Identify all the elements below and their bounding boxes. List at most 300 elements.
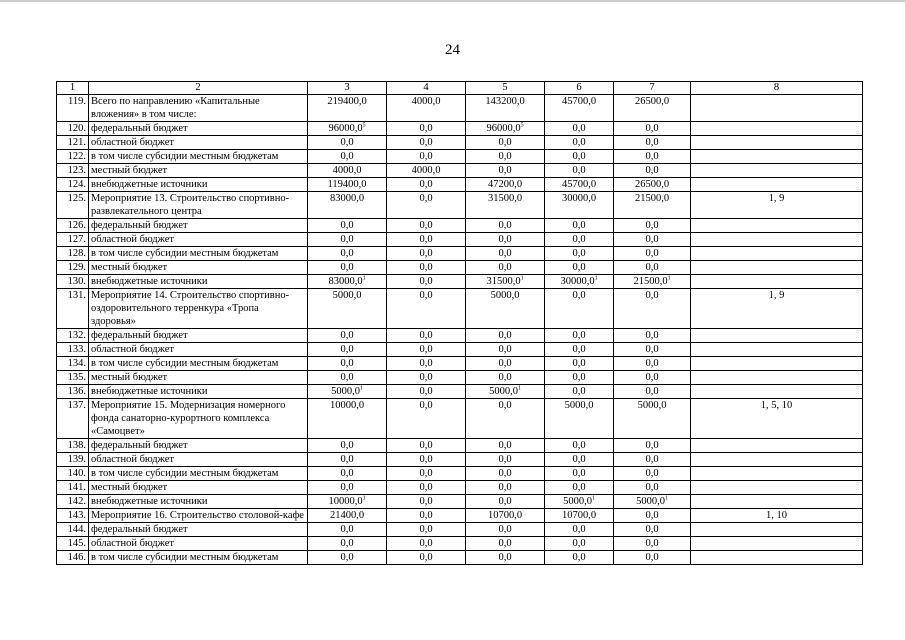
value-cell-col7 bbox=[614, 385, 691, 399]
indicator-refs bbox=[691, 247, 863, 261]
value-cell-col3 bbox=[308, 343, 387, 357]
footnote-mark: 1 bbox=[362, 495, 366, 502]
cell-value: 4000,0 bbox=[332, 165, 362, 176]
cell-value: 0,0 bbox=[498, 482, 512, 493]
cell-value: 21400,0 bbox=[329, 510, 365, 521]
table-row bbox=[57, 219, 863, 233]
cell-value: 0,0 bbox=[645, 454, 659, 465]
row-description: областной бюджет bbox=[89, 343, 308, 357]
cell-value: 0,0 bbox=[572, 123, 586, 134]
cell-value: 0,0 bbox=[419, 234, 433, 245]
cell-value: 143200,0 bbox=[485, 96, 525, 107]
cell-value: 0,0 bbox=[498, 220, 512, 231]
value-cell-col3 bbox=[308, 261, 387, 275]
value-cell-col7 bbox=[614, 495, 691, 509]
row-description: в том числе субсидии местным бюджетам bbox=[89, 467, 308, 481]
value-cell-col7 bbox=[614, 150, 691, 164]
indicator-refs bbox=[691, 467, 863, 481]
value-cell-col7 bbox=[614, 247, 691, 261]
cell-value: 0,0 bbox=[645, 344, 659, 355]
row-description: областной бюджет bbox=[89, 453, 308, 467]
indicator-refs bbox=[691, 551, 863, 565]
row-number: 123. bbox=[57, 164, 89, 178]
column-number-header: 6 bbox=[545, 82, 614, 95]
table-row bbox=[57, 523, 863, 537]
row-description: федеральный бюджет bbox=[89, 439, 308, 453]
row-description: местный бюджет bbox=[89, 261, 308, 275]
cell-value: 0,0 bbox=[419, 358, 433, 369]
cell-value: 0,0 bbox=[340, 552, 354, 563]
value-cell-col4 bbox=[387, 178, 466, 192]
value-cell-col3 bbox=[308, 357, 387, 371]
value-cell-col6 bbox=[545, 495, 614, 509]
value-cell-col7 bbox=[614, 122, 691, 136]
cell-value: 0,0 bbox=[498, 552, 512, 563]
cell-value: 0,0 bbox=[340, 344, 354, 355]
row-description: местный бюджет bbox=[89, 164, 308, 178]
cell-value: 0,0 bbox=[645, 123, 659, 134]
value-cell-col3 bbox=[308, 289, 387, 329]
value-cell-col3 bbox=[308, 136, 387, 150]
value-cell-col5 bbox=[466, 453, 545, 467]
indicator-refs bbox=[691, 385, 863, 399]
cell-value: 0,0 bbox=[340, 524, 354, 535]
cell-value: 5000,0 bbox=[564, 400, 594, 411]
indicator-refs bbox=[691, 357, 863, 371]
cell-value: 83000,0 bbox=[328, 276, 363, 287]
cell-value: 0,0 bbox=[498, 454, 512, 465]
cell-value: 0,0 bbox=[572, 262, 586, 273]
cell-value: 0,0 bbox=[419, 330, 433, 341]
indicator-refs bbox=[691, 178, 863, 192]
value-cell-col4 bbox=[387, 122, 466, 136]
cell-value: 5000,0 bbox=[563, 496, 592, 507]
column-number-header: 5 bbox=[466, 82, 545, 95]
cell-value: 5000,0 bbox=[331, 386, 360, 397]
cell-value: 0,0 bbox=[645, 290, 659, 301]
value-cell-col6 bbox=[545, 481, 614, 495]
value-cell-col6 bbox=[545, 164, 614, 178]
value-cell-col3 bbox=[308, 233, 387, 247]
row-number: 119. bbox=[57, 95, 89, 122]
table-row bbox=[57, 467, 863, 481]
cell-value: 0,0 bbox=[645, 482, 659, 493]
value-cell-col5 bbox=[466, 523, 545, 537]
cell-value: 0,0 bbox=[498, 234, 512, 245]
row-description: федеральный бюджет bbox=[89, 122, 308, 136]
cell-value: 0,0 bbox=[498, 248, 512, 259]
footnote-mark: 1 bbox=[517, 385, 521, 392]
value-cell-col6 bbox=[545, 261, 614, 275]
value-cell-col6 bbox=[545, 275, 614, 289]
value-cell-col3 bbox=[308, 551, 387, 565]
cell-value: 5000,0 bbox=[636, 496, 665, 507]
value-cell-col3 bbox=[308, 192, 387, 219]
value-cell-col4 bbox=[387, 495, 466, 509]
cell-value: 45700,0 bbox=[561, 96, 597, 107]
column-number-row bbox=[57, 82, 863, 95]
value-cell-col5 bbox=[466, 150, 545, 164]
cell-value: 10700,0 bbox=[561, 510, 597, 521]
indicator-refs bbox=[691, 219, 863, 233]
value-cell-col3 bbox=[308, 385, 387, 399]
cell-value: 0,0 bbox=[645, 552, 659, 563]
cell-value: 45700,0 bbox=[561, 179, 597, 190]
indicator-refs bbox=[691, 481, 863, 495]
cell-value: 0,0 bbox=[645, 358, 659, 369]
row-description: Мероприятие 16. Строительство столовой-кафе bbox=[89, 509, 308, 523]
footnote-mark: 1 bbox=[667, 275, 671, 282]
table-row bbox=[57, 453, 863, 467]
table-row bbox=[57, 385, 863, 399]
cell-value: 10000,0 bbox=[328, 496, 363, 507]
column-number-header: 7 bbox=[614, 82, 691, 95]
table-row bbox=[57, 95, 863, 122]
cell-value: 21500,0 bbox=[633, 276, 668, 287]
value-cell-col5 bbox=[466, 385, 545, 399]
cell-value: 0,0 bbox=[340, 440, 354, 451]
cell-value: 0,0 bbox=[340, 234, 354, 245]
table-row bbox=[57, 122, 863, 136]
value-cell-col4 bbox=[387, 439, 466, 453]
value-cell-col7 bbox=[614, 523, 691, 537]
value-cell-col3 bbox=[308, 399, 387, 439]
cell-value: 0,0 bbox=[340, 538, 354, 549]
table-row bbox=[57, 537, 863, 551]
cell-value: 0,0 bbox=[572, 220, 586, 231]
cell-value: 0,0 bbox=[645, 165, 659, 176]
value-cell-col5 bbox=[466, 329, 545, 343]
cell-value: 0,0 bbox=[340, 248, 354, 259]
row-description: в том числе субсидии местным бюджетам bbox=[89, 357, 308, 371]
indicator-refs bbox=[691, 275, 863, 289]
cell-value: 0,0 bbox=[645, 248, 659, 259]
row-number: 138. bbox=[57, 439, 89, 453]
indicator-refs bbox=[691, 136, 863, 150]
cell-value: 0,0 bbox=[572, 290, 586, 301]
cell-value: 0,0 bbox=[572, 468, 586, 479]
cell-value: 0,0 bbox=[498, 538, 512, 549]
value-cell-col3 bbox=[308, 164, 387, 178]
value-cell-col6 bbox=[545, 551, 614, 565]
value-cell-col6 bbox=[545, 399, 614, 439]
cell-value: 0,0 bbox=[419, 482, 433, 493]
cell-value: 0,0 bbox=[498, 165, 512, 176]
value-cell-col7 bbox=[614, 192, 691, 219]
cell-value: 0,0 bbox=[498, 468, 512, 479]
cell-value: 0,0 bbox=[572, 151, 586, 162]
value-cell-col3 bbox=[308, 122, 387, 136]
row-number: 143. bbox=[57, 509, 89, 523]
value-cell-col4 bbox=[387, 481, 466, 495]
row-number: 146. bbox=[57, 551, 89, 565]
row-description: Мероприятие 13. Строительство спортивно-развлекательного центра bbox=[89, 192, 308, 219]
value-cell-col5 bbox=[466, 247, 545, 261]
value-cell-col3 bbox=[308, 178, 387, 192]
cell-value: 0,0 bbox=[419, 151, 433, 162]
value-cell-col7 bbox=[614, 509, 691, 523]
value-cell-col3 bbox=[308, 537, 387, 551]
indicator-refs: 1, 9 bbox=[691, 289, 863, 329]
cell-value: 5000,0 bbox=[489, 386, 518, 397]
value-cell-col4 bbox=[387, 289, 466, 329]
cell-value: 0,0 bbox=[572, 482, 586, 493]
table-row bbox=[57, 192, 863, 219]
value-cell-col4 bbox=[387, 95, 466, 122]
cell-value: 0,0 bbox=[419, 290, 433, 301]
cell-value: 0,0 bbox=[419, 496, 433, 507]
value-cell-col4 bbox=[387, 371, 466, 385]
value-cell-col3 bbox=[308, 219, 387, 233]
value-cell-col7 bbox=[614, 261, 691, 275]
cell-value: 31500,0 bbox=[487, 193, 523, 204]
value-cell-col4 bbox=[387, 233, 466, 247]
cell-value: 0,0 bbox=[645, 372, 659, 383]
row-number: 129. bbox=[57, 261, 89, 275]
row-description: внебюджетные источники bbox=[89, 275, 308, 289]
row-description: областной бюджет bbox=[89, 136, 308, 150]
table-row bbox=[57, 371, 863, 385]
value-cell-col6 bbox=[545, 439, 614, 453]
value-cell-col4 bbox=[387, 399, 466, 439]
cell-value: 0,0 bbox=[340, 220, 354, 231]
value-cell-col6 bbox=[545, 343, 614, 357]
cell-value: 0,0 bbox=[645, 137, 659, 148]
value-cell-col4 bbox=[387, 275, 466, 289]
footnote-mark: 1 bbox=[594, 275, 598, 282]
value-cell-col4 bbox=[387, 357, 466, 371]
cell-value: 0,0 bbox=[572, 137, 586, 148]
value-cell-col6 bbox=[545, 178, 614, 192]
row-description: в том числе субсидии местным бюджетам bbox=[89, 551, 308, 565]
value-cell-col6 bbox=[545, 467, 614, 481]
value-cell-col4 bbox=[387, 219, 466, 233]
value-cell-col4 bbox=[387, 385, 466, 399]
footnote-mark: 1 bbox=[664, 495, 668, 502]
value-cell-col4 bbox=[387, 192, 466, 219]
value-cell-col3 bbox=[308, 95, 387, 122]
value-cell-col6 bbox=[545, 122, 614, 136]
indicator-refs bbox=[691, 233, 863, 247]
cell-value: 0,0 bbox=[498, 440, 512, 451]
row-number: 125. bbox=[57, 192, 89, 219]
cell-value: 0,0 bbox=[419, 468, 433, 479]
table-row bbox=[57, 261, 863, 275]
row-number: 121. bbox=[57, 136, 89, 150]
row-number: 144. bbox=[57, 523, 89, 537]
value-cell-col6 bbox=[545, 385, 614, 399]
cell-value: 5000,0 bbox=[637, 400, 667, 411]
cell-value: 0,0 bbox=[572, 165, 586, 176]
cell-value: 0,0 bbox=[498, 262, 512, 273]
row-number: 136. bbox=[57, 385, 89, 399]
indicator-refs bbox=[691, 343, 863, 357]
cell-value: 0,0 bbox=[645, 524, 659, 535]
table-row bbox=[57, 399, 863, 439]
row-description: федеральный бюджет bbox=[89, 329, 308, 343]
row-description: Всего по направлению «Капитальные вложения» в том числе: bbox=[89, 95, 308, 122]
value-cell-col6 bbox=[545, 523, 614, 537]
footnote-mark: 1 bbox=[362, 275, 366, 282]
table-row bbox=[57, 247, 863, 261]
value-cell-col5 bbox=[466, 164, 545, 178]
cell-value: 0,0 bbox=[419, 276, 433, 287]
value-cell-col6 bbox=[545, 136, 614, 150]
cell-value: 0,0 bbox=[572, 248, 586, 259]
value-cell-col7 bbox=[614, 95, 691, 122]
cell-value: 0,0 bbox=[572, 538, 586, 549]
value-cell-col3 bbox=[308, 439, 387, 453]
budget-table bbox=[56, 81, 863, 565]
table-row bbox=[57, 164, 863, 178]
cell-value: 5000,0 bbox=[332, 290, 362, 301]
row-number: 140. bbox=[57, 467, 89, 481]
cell-value: 0,0 bbox=[419, 524, 433, 535]
value-cell-col5 bbox=[466, 178, 545, 192]
column-number-header: 2 bbox=[89, 82, 308, 95]
cell-value: 0,0 bbox=[498, 400, 512, 411]
indicator-refs: 1, 9 bbox=[691, 192, 863, 219]
row-description: в том числе субсидии местным бюджетам bbox=[89, 150, 308, 164]
cell-value: 0,0 bbox=[340, 358, 354, 369]
value-cell-col5 bbox=[466, 95, 545, 122]
column-number-header: 8 bbox=[691, 82, 863, 95]
cell-value: 0,0 bbox=[419, 372, 433, 383]
value-cell-col5 bbox=[466, 551, 545, 565]
table-row bbox=[57, 178, 863, 192]
cell-value: 5000,0 bbox=[490, 290, 520, 301]
row-number: 126. bbox=[57, 219, 89, 233]
value-cell-col7 bbox=[614, 164, 691, 178]
value-cell-col6 bbox=[545, 219, 614, 233]
cell-value: 0,0 bbox=[645, 262, 659, 273]
indicator-refs bbox=[691, 261, 863, 275]
cell-value: 0,0 bbox=[645, 151, 659, 162]
cell-value: 96000,0 bbox=[328, 123, 363, 134]
column-number-header: 1 bbox=[57, 82, 89, 95]
table-row bbox=[57, 509, 863, 523]
table-row bbox=[57, 233, 863, 247]
cell-value: 0,0 bbox=[419, 538, 433, 549]
indicator-refs bbox=[691, 537, 863, 551]
value-cell-col4 bbox=[387, 453, 466, 467]
value-cell-col3 bbox=[308, 523, 387, 537]
value-cell-col5 bbox=[466, 122, 545, 136]
cell-value: 0,0 bbox=[419, 137, 433, 148]
value-cell-col3 bbox=[308, 247, 387, 261]
cell-value: 0,0 bbox=[419, 193, 433, 204]
row-number: 139. bbox=[57, 453, 89, 467]
value-cell-col3 bbox=[308, 467, 387, 481]
value-cell-col5 bbox=[466, 509, 545, 523]
indicator-refs bbox=[691, 495, 863, 509]
value-cell-col7 bbox=[614, 467, 691, 481]
cell-value: 0,0 bbox=[645, 538, 659, 549]
value-cell-col4 bbox=[387, 467, 466, 481]
value-cell-col7 bbox=[614, 357, 691, 371]
cell-value: 0,0 bbox=[498, 372, 512, 383]
cell-value: 10700,0 bbox=[487, 510, 523, 521]
value-cell-col6 bbox=[545, 509, 614, 523]
value-cell-col5 bbox=[466, 357, 545, 371]
footnote-mark: 1 bbox=[359, 385, 363, 392]
cell-value: 0,0 bbox=[645, 220, 659, 231]
value-cell-col5 bbox=[466, 371, 545, 385]
footnote-mark: 5 bbox=[520, 122, 524, 129]
indicator-refs bbox=[691, 439, 863, 453]
footnote-mark: 1 bbox=[591, 495, 595, 502]
value-cell-col6 bbox=[545, 150, 614, 164]
value-cell-col4 bbox=[387, 150, 466, 164]
row-number: 137. bbox=[57, 399, 89, 439]
cell-value: 0,0 bbox=[419, 400, 433, 411]
value-cell-col7 bbox=[614, 233, 691, 247]
value-cell-col4 bbox=[387, 537, 466, 551]
value-cell-col5 bbox=[466, 219, 545, 233]
cell-value: 31500,0 bbox=[486, 276, 521, 287]
value-cell-col6 bbox=[545, 289, 614, 329]
cell-value: 0,0 bbox=[419, 248, 433, 259]
cell-value: 30000,0 bbox=[561, 193, 597, 204]
row-number: 131. bbox=[57, 289, 89, 329]
value-cell-col4 bbox=[387, 551, 466, 565]
value-cell-col4 bbox=[387, 164, 466, 178]
indicator-refs bbox=[691, 95, 863, 122]
cell-value: 0,0 bbox=[419, 179, 433, 190]
value-cell-col6 bbox=[545, 95, 614, 122]
value-cell-col6 bbox=[545, 537, 614, 551]
table-row bbox=[57, 275, 863, 289]
cell-value: 0,0 bbox=[419, 510, 433, 521]
indicator-refs: 1, 5, 10 bbox=[691, 399, 863, 439]
value-cell-col5 bbox=[466, 192, 545, 219]
value-cell-col3 bbox=[308, 495, 387, 509]
row-number: 124. bbox=[57, 178, 89, 192]
cell-value: 0,0 bbox=[419, 440, 433, 451]
cell-value: 0,0 bbox=[645, 468, 659, 479]
value-cell-col5 bbox=[466, 275, 545, 289]
cell-value: 0,0 bbox=[340, 262, 354, 273]
cell-value: 0,0 bbox=[645, 330, 659, 341]
value-cell-col5 bbox=[466, 467, 545, 481]
row-description: местный бюджет bbox=[89, 481, 308, 495]
value-cell-col5 bbox=[466, 481, 545, 495]
value-cell-col7 bbox=[614, 219, 691, 233]
value-cell-col5 bbox=[466, 289, 545, 329]
indicator-refs: 1, 10 bbox=[691, 509, 863, 523]
cell-value: 0,0 bbox=[340, 482, 354, 493]
value-cell-col7 bbox=[614, 537, 691, 551]
row-number: 120. bbox=[57, 122, 89, 136]
row-number: 141. bbox=[57, 481, 89, 495]
cell-value: 0,0 bbox=[498, 137, 512, 148]
row-description: областной бюджет bbox=[89, 233, 308, 247]
value-cell-col4 bbox=[387, 247, 466, 261]
value-cell-col5 bbox=[466, 399, 545, 439]
table-body bbox=[57, 95, 863, 565]
cell-value: 4000,0 bbox=[411, 165, 441, 176]
value-cell-col5 bbox=[466, 537, 545, 551]
value-cell-col3 bbox=[308, 481, 387, 495]
value-cell-col6 bbox=[545, 329, 614, 343]
row-description: федеральный бюджет bbox=[89, 523, 308, 537]
cell-value: 0,0 bbox=[645, 510, 659, 521]
cell-value: 0,0 bbox=[572, 552, 586, 563]
table-row bbox=[57, 357, 863, 371]
table-row bbox=[57, 439, 863, 453]
cell-value: 0,0 bbox=[340, 137, 354, 148]
cell-value: 0,0 bbox=[572, 358, 586, 369]
